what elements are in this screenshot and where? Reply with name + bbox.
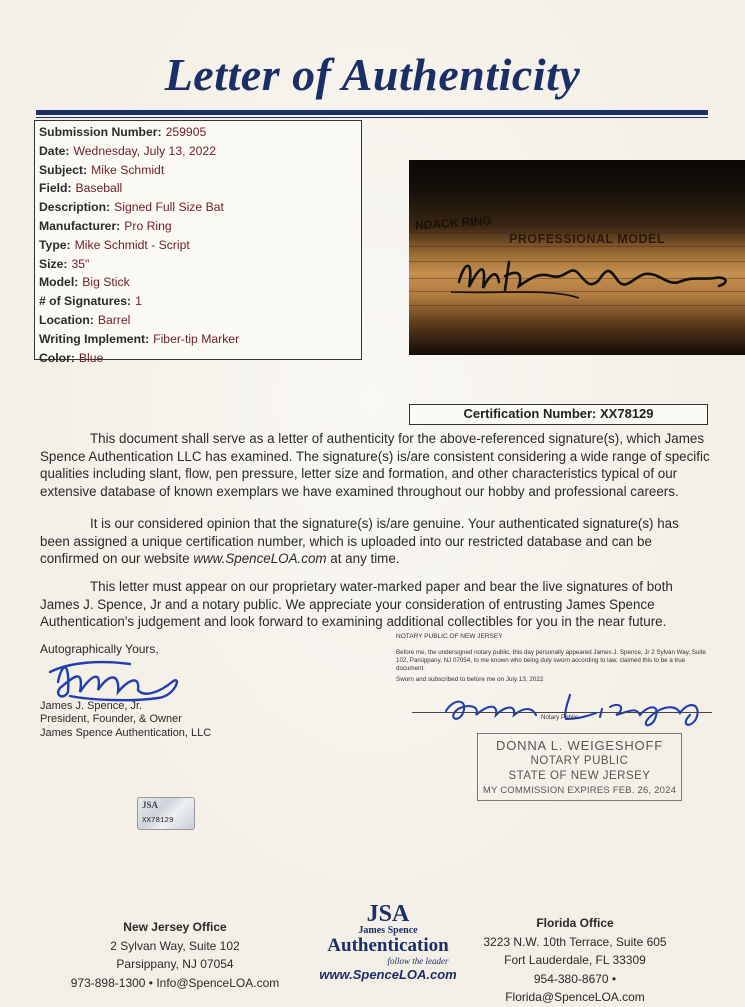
new-jersey-office — [60, 918, 290, 992]
logo-url[interactable]: www.SpenceLOA.com — [319, 967, 457, 982]
detail-value: Big Stick — [82, 275, 130, 290]
logo-jsa: JSA — [366, 901, 410, 927]
detail-row — [39, 142, 361, 161]
detail-row — [39, 349, 361, 368]
detail-row — [39, 273, 361, 292]
office-heading: Florida Office — [536, 916, 614, 930]
signer-name: James J. Spence, Jr. — [40, 700, 143, 712]
office-address-line2: Fort Lauderdale, FL 33309 — [504, 953, 646, 967]
detail-value: Barrel — [97, 312, 131, 327]
notary-stamp — [477, 733, 682, 801]
title-rule-thin — [36, 117, 708, 118]
detail-label: Color: — [39, 350, 75, 365]
detail-row — [39, 217, 361, 236]
detail-row — [39, 311, 361, 330]
signer-role: President, Founder, & Owner — [40, 713, 182, 726]
detail-value: 35" — [71, 256, 90, 271]
detail-value: 1 — [135, 294, 142, 309]
jsa-logo — [318, 902, 458, 992]
detail-row — [39, 255, 361, 274]
detail-value: Mike Schmidt - Script — [74, 237, 190, 252]
detail-label: Type: — [39, 237, 71, 252]
cert-label: Certification Number: — [463, 406, 597, 421]
detail-label: Location: — [39, 312, 94, 327]
detail-value: Wednesday, July 13, 2022 — [73, 143, 216, 158]
website-link[interactable]: www.SpenceLOA.com — [193, 551, 327, 567]
detail-label: Manufacturer: — [39, 218, 121, 233]
bat-brand-text: NDACK RING — [414, 213, 493, 233]
paragraph-text: at any time. — [326, 551, 400, 567]
stamp-state: STATE OF NEW JERSEY — [508, 770, 651, 782]
office-contact: 954-380-8670 • Florida@SpenceLOA.com — [505, 971, 645, 1004]
paragraph-opinion — [40, 515, 710, 568]
notary-signature-line — [412, 712, 712, 713]
detail-row — [39, 123, 361, 142]
signer-block — [40, 700, 211, 740]
detail-label: Size: — [39, 256, 68, 271]
detail-label: Subject: — [39, 162, 88, 177]
cert-number: XX78129 — [600, 406, 654, 421]
detail-label: Description: — [39, 200, 111, 215]
page-title: Letter of Authenticity — [164, 49, 581, 100]
florida-office — [470, 914, 680, 1007]
detail-label: Writing Implement: — [39, 331, 150, 346]
office-address-line2: Parsippany, NJ 07054 — [116, 957, 234, 971]
paragraph-text: This document shall serve as a letter of authenticity for the above-referenced signature(s), which James Spence Authentication LLC has examined. The signature(s) is/are consistent considering a wide range of specific qualities including slant, flow, pen pressure, letter size and formation, and other characteristics typical of our extensive database of known exemplars we have examined throughout our hobby and professional careers. — [40, 431, 710, 499]
logo-spence: James Spence — [358, 925, 418, 936]
signer-company: James Spence Authentication, LLC — [40, 726, 212, 739]
detail-row — [39, 236, 361, 255]
paragraph-text: It is our considered opinion that the signature(s) is/are genuine. Your authenticated signature(s) has been assigned a unique certification number, which is uploaded into our restricted database and can be confirmed on our website — [40, 516, 679, 567]
notary-label: Notary Public — [541, 714, 578, 721]
notary-heading: NOTARY PUBLIC OF NEW JERSEY — [396, 633, 503, 640]
detail-label: Field: — [39, 181, 72, 196]
detail-value: Pro Ring — [124, 218, 172, 233]
submission-details-box — [34, 120, 362, 365]
certification-number-box — [409, 404, 708, 425]
stamp-expiry: MY COMMISSION EXPIRES FEB. 26, 2024 — [482, 785, 677, 796]
detail-value: Mike Schmidt — [91, 162, 165, 177]
detail-row — [39, 292, 361, 311]
detail-row — [39, 179, 361, 198]
detail-row — [39, 198, 361, 217]
stamp-title: NOTARY PUBLIC — [530, 755, 629, 767]
office-address-line1: 2 Sylvan Way, Suite 102 — [110, 938, 240, 953]
detail-label: Submission Number: — [39, 125, 162, 139]
detail-value: Blue — [78, 350, 104, 365]
detail-row — [39, 161, 361, 180]
hologram-brand: JSA — [142, 800, 159, 810]
paragraph-watermark — [40, 578, 710, 631]
notary-statement: Before me, the undersigned notary public, this day personally appeared James J. Spence, Jr 2 Sylvan Way, Suite 102, Parsippany, NJ 07054, to me known who being duly sworn according to law, claimed this to be a true document. — [396, 649, 706, 673]
notary-signature-image — [440, 685, 715, 730]
logo-tagline: follow the leader — [387, 956, 449, 966]
bat-model-text: PROFESSIONAL MODEL — [509, 232, 666, 246]
office-address-line1: 3223 N.W. 10th Terrace, Suite 605 — [483, 934, 667, 949]
title-rule — [36, 110, 708, 115]
detail-value: 259905 — [165, 125, 207, 139]
notary-sworn-date: Sworn and subscribed to before me on July 13, 2022 — [396, 676, 544, 683]
bat-signature-photo — [409, 160, 745, 355]
spence-signature-image — [40, 652, 190, 702]
detail-value: Baseball — [75, 181, 123, 196]
detail-label: # of Signatures: — [39, 294, 132, 309]
paragraph-examination — [40, 430, 710, 500]
hologram-sticker — [137, 797, 195, 830]
detail-value: Fiber-tip Marker — [153, 331, 240, 346]
office-heading: New Jersey Office — [123, 920, 227, 934]
hologram-number: XX78129 — [142, 817, 174, 825]
bat-autograph-image — [439, 242, 739, 312]
office-contact: 973-898-1300 • Info@SpenceLOA.com — [70, 975, 280, 990]
detail-value: Signed Full Size Bat — [114, 200, 224, 215]
closing-salutation: Autographically Yours, — [40, 642, 159, 656]
detail-label: Date: — [39, 143, 70, 158]
detail-row — [39, 330, 361, 349]
paragraph-text: This letter must appear on our proprietary water-marked paper and bear the live signatures of both James J. Spence, Jr and a notary public. We appreciate your consideration of entrusting James Spence Authentication's judgement and look forward to examining additional collectibles for you in the near future. — [40, 579, 673, 630]
detail-label: Model: — [39, 275, 79, 290]
stamp-name: DONNA L. WEIGESHOFF — [496, 738, 663, 753]
logo-authentication: Authentication — [327, 935, 449, 956]
